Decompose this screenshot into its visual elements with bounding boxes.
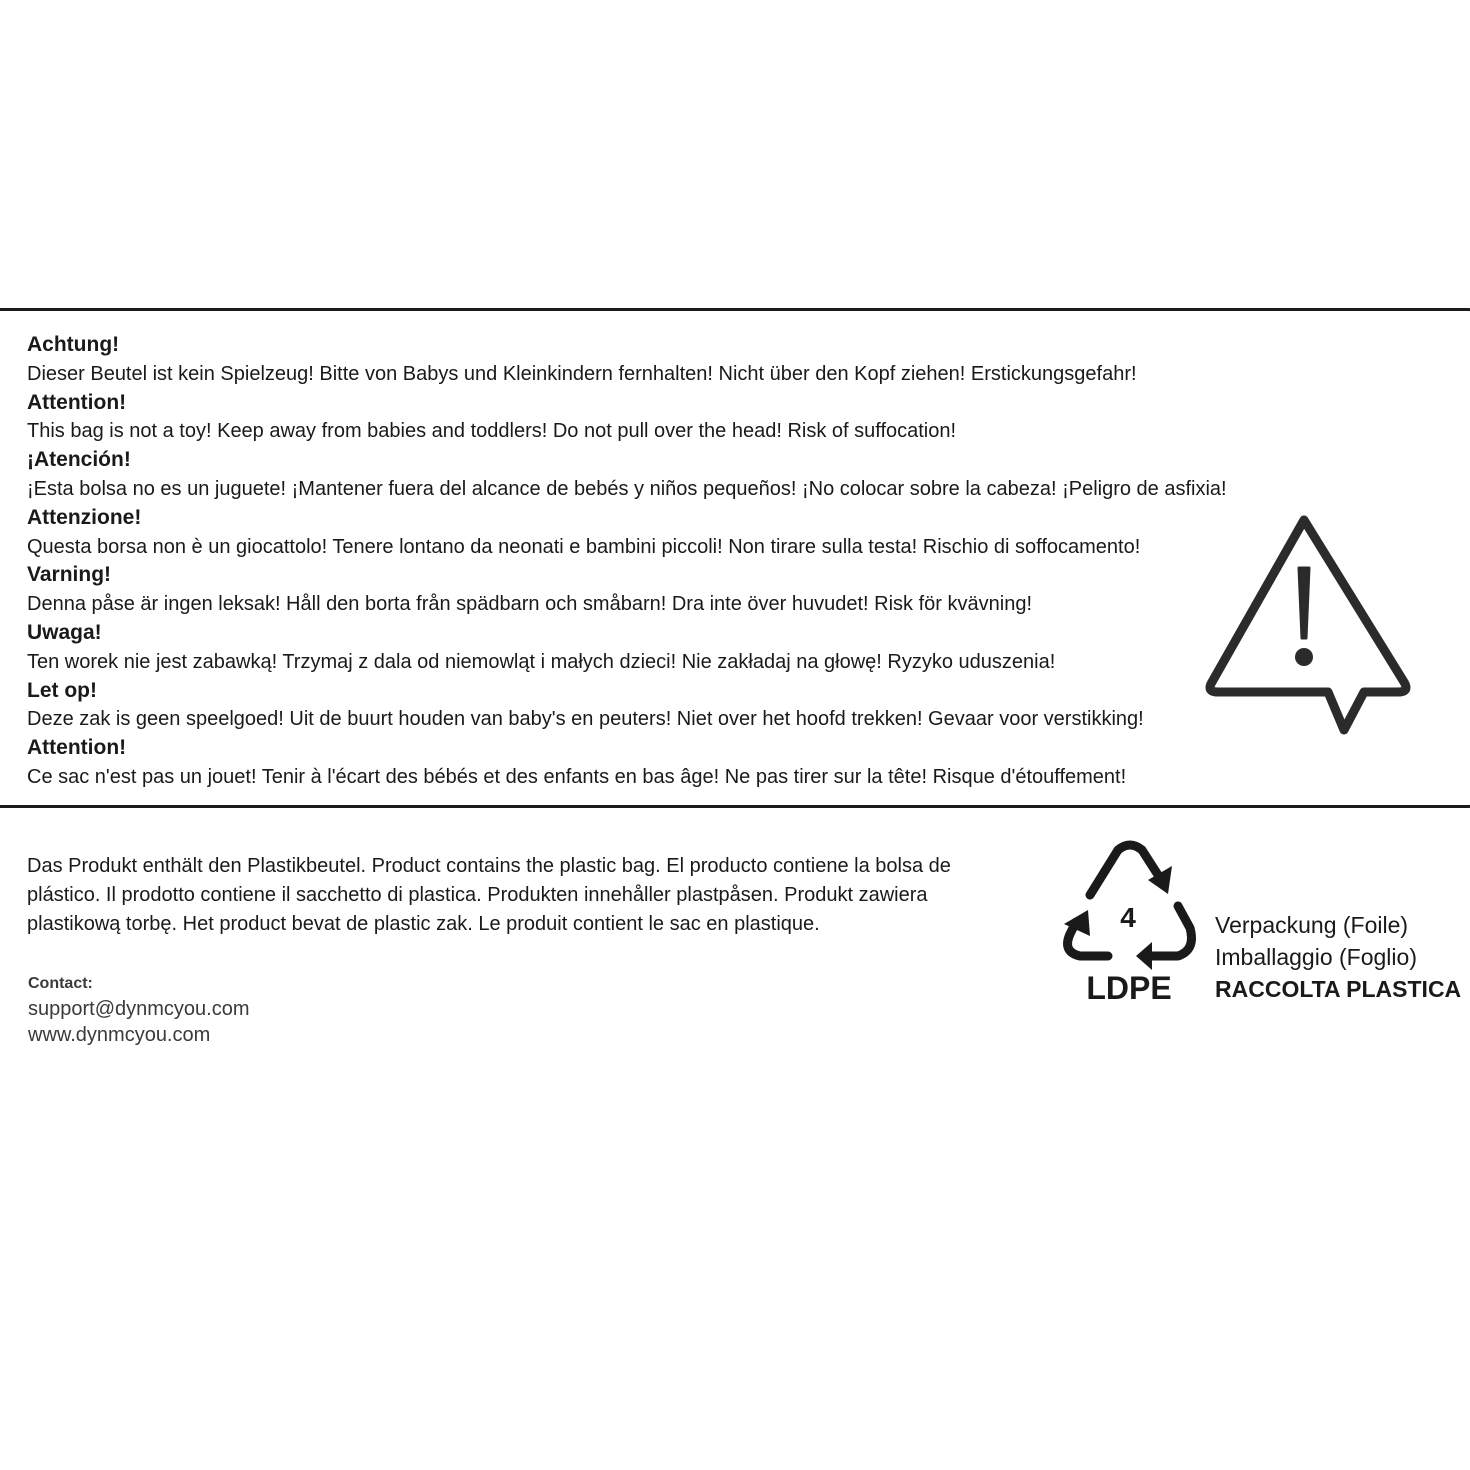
warning-heading: Varning! (27, 563, 112, 587)
warning-heading: Let op! (27, 678, 97, 702)
contact-label: Contact: (28, 975, 93, 992)
warning-heading: Attenzione! (27, 505, 142, 529)
warning-entry-it (27, 504, 1327, 562)
warning-heading: ¡Atención! (27, 448, 131, 472)
contact-block (28, 972, 428, 1048)
warning-text: Questa borsa non è un giocattolo! Tenere lontano da neonati e bambini piccoli! Non tirare sulla testa! Rischio di soffocamento! (27, 535, 1141, 558)
warning-text: This bag is not a toy! Keep away from babies and toddlers! Do not pull over the head! Risk of suffocation! (27, 420, 957, 443)
recycle-triangle-icon (1060, 838, 1200, 1008)
warning-list (27, 331, 1327, 792)
warning-entry-sv (27, 561, 1327, 619)
recycle-info (1215, 909, 1465, 1005)
warning-entry-de (27, 331, 1327, 389)
warning-text: Ten worek nie jest zabawką! Trzymaj z dala od niemowląt i małych dzieci! Nie zakładaj na głowę! Ryzyko uduszenia! (27, 650, 1056, 673)
warning-text: Denna påse är ingen leksak! Håll den borta från spädbarn och småbarn! Dra inte över huvudet! Risk för kvävning! (27, 593, 1032, 616)
warning-heading: Attention! (27, 736, 127, 760)
warning-entry-fr (27, 734, 1327, 792)
warning-heading: Attention! (27, 390, 127, 414)
warning-heading: Achtung! (27, 333, 120, 356)
warning-text: Deze zak is geen speelgoed! Uit de buurt houden van baby's en peuters! Niet over het hoofd trekken! Gevaar voor verstikking! (27, 708, 1144, 731)
warning-entry-es (27, 446, 1327, 504)
warning-text: Dieser Beutel ist kein Spielzeug! Bitte von Babys und Kleinkindern fernhalten! Nicht über den Kopf ziehen! Erstickungsgefahr! (27, 362, 1137, 385)
warning-entry-en (27, 389, 1327, 447)
warning-entry-nl (27, 677, 1327, 735)
recycle-line-collection: RACCOLTA PLASTICA (1215, 976, 1462, 1002)
recycle-material: LDPE (1086, 970, 1172, 1006)
product-note: Das Produkt enthält den Plastikbeutel. Product contains the plastic bag. El producto contiene la bolsa de plástico. Il prodotto contiene il sacchetto di plastica. Produkten innehåller plastpåsen. Produkt zawiera plastikową torbę. Het product bevat de plastic zak. Le produit contient le sac en plastique. (27, 855, 951, 935)
recycle-line-it: Imballaggio (Foglio) (1215, 944, 1417, 970)
warning-text: Ce sac n'est pas un jouet! Tenir à l'écart des bébés et des enfants en bas âge! Ne pas tirer sur la tête! Risque d'étouffement! (27, 765, 1127, 788)
contact-email: support@dynmcyou.com (28, 998, 250, 1020)
contact-website: www.dynmcyou.com (28, 1024, 211, 1046)
warning-text: ¡Esta bolsa no es un juguete! ¡Mantener fuera del alcance de bebés y niños pequeños! ¡No colocar sobre la cabeza! ¡Peligro de asfixia! (27, 477, 1227, 500)
warning-heading: Uwaga! (27, 620, 102, 644)
warning-entry-pl (27, 619, 1327, 677)
recycle-line-de: Verpackung (Foile) (1215, 912, 1409, 938)
warning-triangle-icon (1196, 510, 1412, 738)
recycle-code: 4 (1120, 902, 1136, 933)
